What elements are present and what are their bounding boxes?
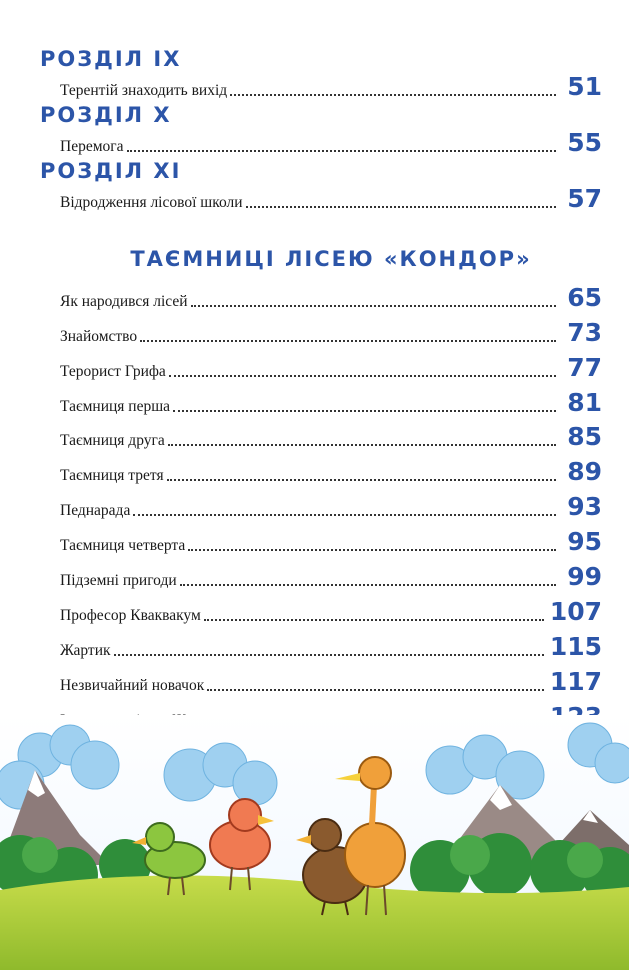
dot-leader bbox=[167, 478, 556, 481]
toc-entry[interactable] bbox=[40, 557, 602, 592]
entry-title: Таємниця третя bbox=[60, 467, 164, 485]
entry-title: Підземні пригоди bbox=[60, 572, 177, 590]
page-number: 57 bbox=[567, 184, 602, 213]
page-number: 93 bbox=[567, 492, 602, 522]
toc-entry[interactable] bbox=[40, 487, 602, 522]
entry-title: Терорист Грифа bbox=[60, 362, 166, 380]
entry-title: Жартик bbox=[60, 641, 111, 659]
toc-entry[interactable] bbox=[40, 184, 602, 214]
section-9 bbox=[40, 46, 602, 102]
dot-leader bbox=[133, 513, 556, 516]
dot-leader bbox=[191, 304, 556, 307]
page-number: 95 bbox=[567, 527, 602, 557]
dot-leader bbox=[230, 93, 556, 96]
entry-title: Як народився лісей bbox=[60, 292, 188, 310]
dot-leader bbox=[246, 205, 556, 208]
toc-entry[interactable] bbox=[40, 627, 602, 662]
dot-leader bbox=[207, 688, 544, 691]
dot-leader bbox=[140, 339, 556, 342]
page-number: 85 bbox=[567, 422, 602, 452]
section-heading: РОЗДІЛ Х bbox=[40, 103, 172, 127]
page-number: 117 bbox=[549, 666, 602, 696]
dot-leader bbox=[169, 374, 556, 377]
entry-title: Таємниця четверта bbox=[60, 537, 186, 555]
page-number: 65 bbox=[567, 282, 602, 312]
page-number: 51 bbox=[567, 72, 602, 101]
page-number: 89 bbox=[567, 457, 602, 487]
toc-entry[interactable] bbox=[40, 278, 602, 313]
toc-entry[interactable] bbox=[40, 522, 602, 557]
toc-entry[interactable] bbox=[40, 452, 602, 487]
dot-leader bbox=[180, 583, 556, 586]
dot-leader bbox=[168, 443, 556, 446]
toc-entry[interactable] bbox=[40, 128, 602, 158]
section-10 bbox=[40, 102, 602, 158]
toc-entry[interactable] bbox=[40, 383, 602, 418]
dot-leader bbox=[173, 409, 556, 412]
page-number: 115 bbox=[549, 631, 602, 661]
entry-title: Терентій знаходить вихід bbox=[60, 82, 228, 99]
toc-entry[interactable] bbox=[40, 662, 602, 697]
page-number: 55 bbox=[567, 128, 602, 157]
entry-title: Перемога bbox=[60, 138, 124, 155]
entry-title: Таємниця перша bbox=[60, 397, 171, 415]
part-heading: ТАЄМНИЦІ ЛІСЕЮ «КОНДОР» bbox=[130, 247, 532, 271]
page-number: 107 bbox=[549, 596, 602, 626]
toc-entry[interactable] bbox=[40, 592, 602, 627]
toc-entry[interactable] bbox=[40, 418, 602, 453]
entry-title: Незвичайний новачок bbox=[60, 676, 205, 694]
toc-entry[interactable] bbox=[40, 348, 602, 383]
section-heading: РОЗДІЛ ХІ bbox=[40, 159, 182, 183]
entry-title: Таємниця друга bbox=[60, 432, 165, 450]
entry-title: Відродження лісової школи bbox=[60, 194, 243, 211]
entry-title: Професор Кваквакум bbox=[60, 606, 201, 624]
section-11 bbox=[40, 158, 602, 214]
page-number: 81 bbox=[567, 387, 602, 417]
forest-birds-illustration bbox=[0, 715, 629, 970]
toc-entry[interactable] bbox=[40, 313, 602, 348]
dot-leader bbox=[204, 618, 544, 621]
dot-leader bbox=[127, 149, 557, 152]
section-heading: РОЗДІЛ ІХ bbox=[40, 47, 182, 71]
dot-leader bbox=[114, 653, 544, 656]
entry-title: Педнарада bbox=[60, 502, 131, 520]
table-of-contents bbox=[40, 46, 602, 732]
entry-title: Знайомство bbox=[60, 327, 138, 345]
toc-entry[interactable] bbox=[40, 72, 602, 102]
page-number: 73 bbox=[567, 317, 602, 347]
part-entry-list bbox=[40, 278, 602, 732]
dot-leader bbox=[188, 548, 556, 551]
page-number: 99 bbox=[567, 562, 602, 592]
page-number: 77 bbox=[567, 352, 602, 382]
